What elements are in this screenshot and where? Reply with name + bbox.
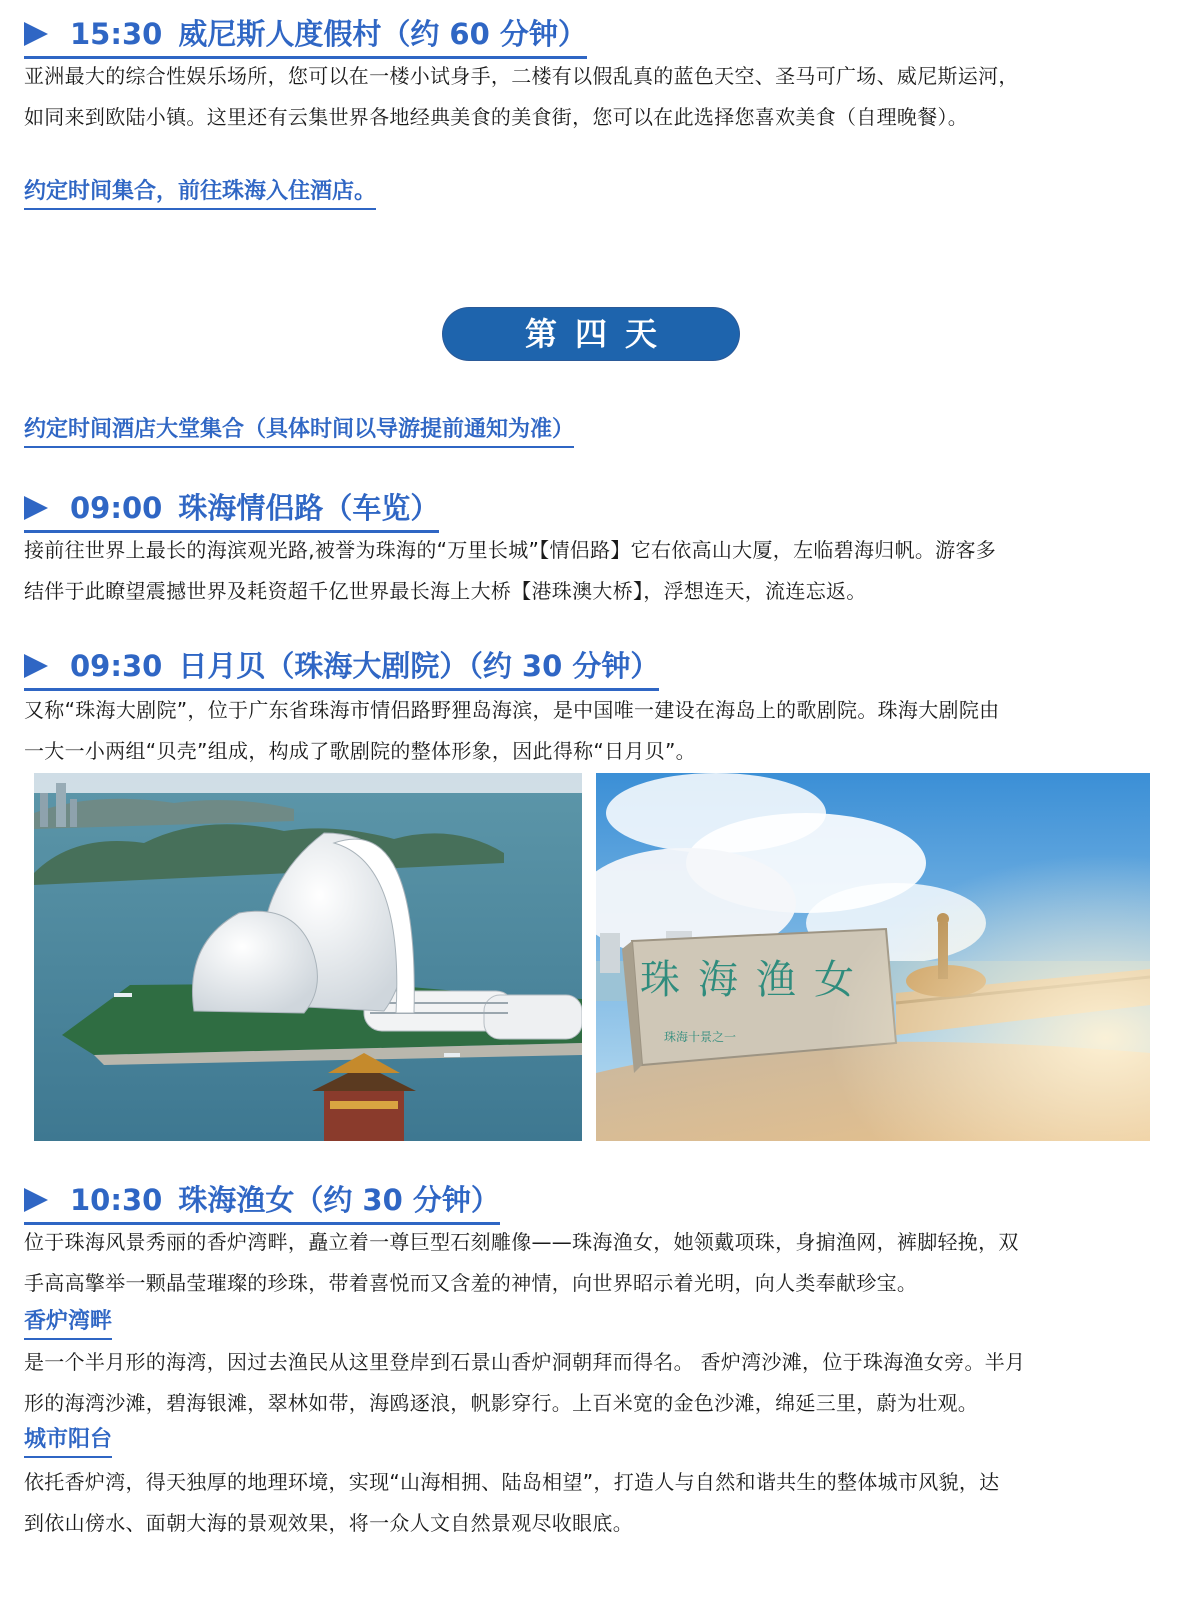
play-triangle-icon <box>24 654 48 678</box>
xianglu-bay-description <box>24 1342 1164 1424</box>
section-heading-fisher-girl <box>24 1180 500 1225</box>
text-line: 位于珠海风景秀丽的香炉湾畔，矗立着一尊巨型石刻雕像——珠海渔女，她领戴项珠，身掮渔网，裤脚轻挽，双 <box>24 1230 1019 1254</box>
section-heading-opera-house <box>24 646 659 691</box>
heading-title: 威尼斯人度假村（约 60 分钟） <box>178 17 587 51</box>
text-line: 手高高擎举一颗晶莹璀璨的珍珠，带着喜悦而又含羞的神情，向世界昭示着光明，向人类奉献珍宝。 <box>24 1271 918 1295</box>
meeting-note: 约定时间酒店大堂集合（具体时间以导游提前通知为准） <box>24 414 574 448</box>
subheading-xianglu-bay: 香炉湾畔 <box>24 1306 112 1340</box>
text-line: 形的海湾沙滩，碧海银滩，翠林如带，海鸥逐浪，帆影穿行。上百米宽的金色沙滩，绵延三里，蔚为壮观。 <box>24 1391 979 1415</box>
heading-time: 09:00 <box>70 491 163 525</box>
play-triangle-icon <box>24 496 48 520</box>
heading-time: 10:30 <box>70 1183 163 1217</box>
venetian-description <box>24 56 1164 138</box>
sign-sub-text: 珠海十景之一 <box>663 1030 737 1044</box>
section-heading-venetian <box>24 14 587 59</box>
opera-house-description <box>24 690 1164 772</box>
text-line: 接前往世界上最长的海滨观光路,被誉为珠海的“万里长城”【情侣路】它右依高山大厦，左临碧海归帆。游客多 <box>24 538 997 562</box>
fisher-girl-photo <box>596 773 1150 1141</box>
day-four-badge: 第四天 <box>443 308 739 360</box>
lovers-road-description <box>24 530 1164 612</box>
heading-title: 珠海渔女（约 30 分钟） <box>178 1183 500 1217</box>
heading-title: 日月贝（珠海大剧院）（约 30 分钟） <box>178 649 660 683</box>
heading-time: 15:30 <box>70 17 163 51</box>
fisher-girl-illustration <box>596 773 1150 1141</box>
text-line: 结伴于此瞭望震撼世界及耗资超千亿世界最长海上大桥【港珠澳大桥】，浮想连天，流连忘返。 <box>24 579 867 603</box>
heading-title: 珠海情侣路（车览） <box>178 491 440 525</box>
fisher-girl-description <box>24 1222 1164 1304</box>
play-triangle-icon <box>24 1188 48 1212</box>
text-line: 依托香炉湾，得天独厚的地理环境，实现“山海相拥、陆岛相望”，打造人与自然和谐共生的整体城市风貌，达 <box>24 1470 1000 1494</box>
text-line: 如同来到欧陆小镇。这里还有云集世界各地经典美食的美食街，您可以在此选择您喜欢美食（自理晚餐）。 <box>24 105 969 129</box>
text-line: 到依山傍水、面朝大海的景观效果，将一众人文自然景观尽收眼底。 <box>24 1511 633 1535</box>
play-triangle-icon <box>24 22 48 46</box>
text-line: 一大一小两组“贝壳”组成，构成了歌剧院的整体形象，因此得称“日月贝”。 <box>24 739 696 763</box>
text-line: 是一个半月形的海湾，因过去渔民从这里登岸到石景山香炉洞朝拜而得名。 香炉湾沙滩，位于珠海渔女旁。半月 <box>24 1350 1026 1374</box>
text-line: 又称“珠海大剧院”，位于广东省珠海市情侣路野狸岛海滨，是中国唯一建设在海岛上的歌剧院。珠海大剧院由 <box>24 698 1000 722</box>
subheading-city-balcony: 城市阳台 <box>24 1424 112 1458</box>
hotel-check-in-note: 约定时间集合，前往珠海入住酒店。 <box>24 176 376 210</box>
sign-main-text: 珠海渔女 <box>640 957 872 1003</box>
opera-house-illustration <box>34 773 582 1141</box>
city-balcony-description <box>24 1462 1164 1544</box>
heading-time: 09:30 <box>70 649 163 683</box>
section-heading-lovers-road <box>24 488 439 533</box>
opera-house-photo <box>34 773 582 1141</box>
text-line: 亚洲最大的综合性娱乐场所，您可以在一楼小试身手，二楼有以假乱真的蓝色天空、圣马可广场、威尼斯运河， <box>24 64 1019 88</box>
